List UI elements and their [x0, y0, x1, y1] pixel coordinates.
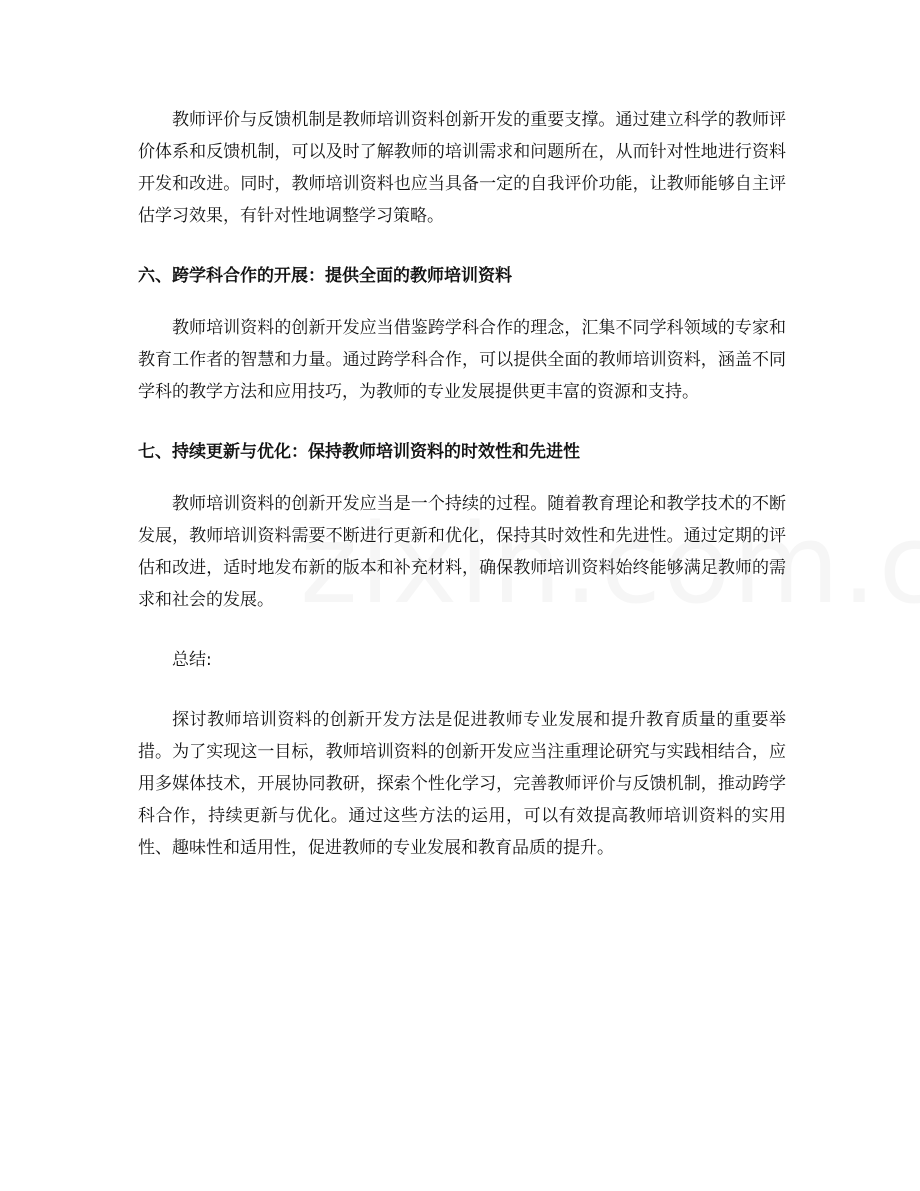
document-body	[138, 104, 786, 864]
paragraph-continuous-update: 教师培训资料的创新开发应当是一个持续的过程。随着教育理论和教学技术的不断发展，教师培训资料需要不断进行更新和优化，保持其时效性和先进性。通过定期的评估和改进，适时地发布新的版本和补充材料，确保教师培训资料始终能够满足教师的需求和社会的发展。	[138, 494, 786, 610]
section-heading-6: 六、跨学科合作的开展：提供全面的教师培训资料	[138, 266, 512, 286]
section-heading-7: 七、持续更新与优化：保持教师培训资料的时效性和先进性	[138, 442, 580, 462]
paragraph-evaluation-feedback: 教师评价与反馈机制是教师培训资料创新开发的重要支撑。通过建立科学的教师评价体系和反馈机制，可以及时了解教师的培训需求和问题所在，从而针对性地进行资料开发和改进。同时，教师培训资料也应当具备一定的自我评价功能，让教师能够自主评估学习效果，有针对性地调整学习策略。	[138, 110, 786, 226]
paragraph-interdisciplinary: 教师培训资料的创新开发应当借鉴跨学科合作的理念，汇集不同学科领域的专家和教育工作者的智慧和力量。通过跨学科合作，可以提供全面的教师培训资料，涵盖不同学科的教学方法和应用技巧，为教师的专业发展提供更丰富的资源和支持。	[138, 318, 786, 402]
summary-label: 总结:	[172, 650, 212, 670]
paragraph-summary: 探讨教师培训资料的创新开发方法是促进教师专业发展和提升教育质量的重要举措。为了实现这一目标，教师培训资料的创新开发应当注重理论研究与实践相结合，应用多媒体技术，开展协同教研，探索个性化学习，完善教师评价与反馈机制，推动跨学科合作，持续更新与优化。通过这些方法的运用，可以有效提高教师培训资料的实用性、趣味性和适用性，促进教师的专业发展和教育品质的提升。	[138, 710, 786, 858]
